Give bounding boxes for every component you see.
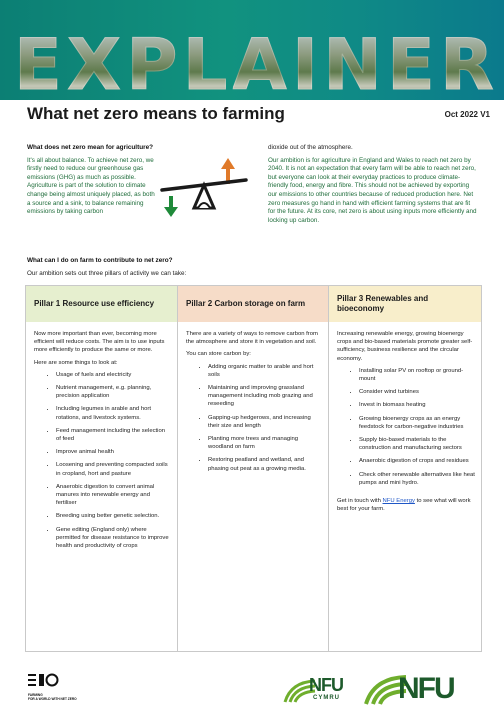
list-item: • Supply bio-based materials to the construction and manufacturing sectors — [359, 436, 475, 452]
banner-letter: E — [386, 24, 435, 100]
banner-letter: I — [291, 24, 318, 100]
banner-letter: A — [232, 24, 287, 100]
pillar-1-lead: Here are some things to look at: — [34, 359, 118, 366]
intro-right — [268, 144, 478, 225]
nfu-cymru-logo — [283, 672, 357, 708]
list-item: • Maintaining and improving grassland management including mob grazing and reseeding — [208, 384, 322, 409]
list-item: • Check other renewable alternatives like heat pumps and mini hydro. — [359, 471, 475, 487]
intro-left — [27, 144, 157, 217]
list-item: • Usage of fuels and electricity — [56, 371, 171, 379]
list-item: • Anaerobic digestion to convert animal manures into renewable energy and fertiliser — [56, 483, 171, 508]
banner-letter: P — [126, 24, 178, 100]
pillar-1-body — [26, 322, 177, 550]
list-item: • Consider wind turbines — [359, 388, 475, 396]
banner-letter: E — [14, 24, 62, 100]
list-item: • Adding organic matter to arable and hort soils — [208, 363, 322, 379]
pillar-3-column — [329, 286, 481, 651]
pillar-2-lead: You can store carbon by: — [186, 351, 251, 358]
contribute-section — [27, 257, 477, 278]
list-item: • Gapping-up hedgerows, and increasing their size and length — [208, 414, 322, 430]
page-title: What net zero means to farming — [27, 104, 285, 123]
list-item: • Anaerobic digestion of crops and residues — [359, 457, 475, 465]
seesaw-icon — [162, 180, 246, 208]
list-item: • Growing bioenergy crops as an energy feedstock for carbon-negative industries — [359, 415, 475, 431]
list-item: • Loosening and preventing compacted soils in cropland, hort and pasture — [56, 461, 171, 477]
intro-continuation: dioxide out of the atmosphere. — [268, 144, 353, 151]
list-item: • Planting more trees and managing woodland on farm — [208, 435, 322, 451]
logo-line: FOR A WORLD WITH NET ZERO — [28, 697, 77, 701]
pillar-3-list — [337, 367, 475, 487]
pillar-2-intro: There are a variety of ways to remove carbon from the atmosphere and store it in vegetation and soil. — [186, 331, 318, 346]
outro-text-before: Get in touch with — [337, 498, 383, 505]
banner-letter: L — [182, 24, 228, 100]
version-date: Oct 2022 V1 — [444, 110, 490, 119]
net-zero-caption — [28, 693, 88, 701]
ambition-paragraph: Our ambition is for agriculture in England and Wales to reach net zero by 2040. It is not an expectation that every farm will be able to reach net zero, but everyone can look at their everyday practices to produce climate-friendly food, energy and fibre. This should not be achieved by exporting our emissions to other countries because of reduced production here. Net zero measures go hand in hand with efficient farming systems that are fit for the future. At its core, net zero is about using inputs more efficiently and locking up carbon. — [268, 156, 477, 224]
list-item: • Improve animal health — [56, 448, 171, 456]
banner-letter: N — [323, 24, 382, 100]
down-arrow-icon — [164, 196, 178, 217]
net-zero-logo — [28, 673, 88, 705]
pillar-1-intro: Now more important than ever, becoming more efficient will reduce costs. The aim is to use inputs more efficiently to produce the same or more. — [34, 331, 165, 354]
intro-heading: What does net zero mean for agriculture? — [27, 144, 154, 151]
list-item: • Gene editing (England only) where permitted for disease resistance to improve health and productivity of crops — [56, 526, 171, 551]
nfu-logo — [364, 672, 474, 708]
pillar-2-list — [186, 363, 322, 473]
net-zero-mark-icon — [28, 673, 68, 687]
outro-text-after: to see what will work best for your farm. — [337, 498, 471, 513]
contribute-heading: What can I do on farm to contribute to net zero? — [27, 257, 173, 264]
pillar-2-title: Pillar 2 Carbon storage on farm — [178, 286, 328, 322]
pillar-2-column — [178, 286, 329, 651]
nfu-energy-link[interactable]: NFU Energy — [382, 498, 415, 505]
logo-line: FARMING — [28, 693, 43, 697]
pillar-1-column — [26, 286, 178, 651]
banner-letter: X — [67, 24, 122, 100]
list-item: • Invest in biomass heating — [359, 401, 475, 409]
banner-letter: R — [440, 24, 494, 100]
list-item: • Breeding using better genetic selection. — [56, 512, 171, 520]
banner-wordmark — [14, 4, 494, 100]
list-item: • Feed management including the selection of feed — [56, 427, 171, 443]
list-item: • Nutrient management, e.g. planning, precision application — [56, 384, 171, 400]
list-item: • Restoring peatland and wetland, and phasing out peat as a growing media. — [208, 456, 322, 472]
pillars-table — [25, 285, 482, 652]
pillar-1-title: Pillar 1 Resource use efficiency — [26, 286, 177, 322]
nfu-cymru-wordmark: NFU — [309, 675, 343, 695]
nfu-wordmark: NFU — [398, 672, 454, 705]
list-item: • Installing solar PV on rooftop or ground-mount — [359, 367, 475, 383]
explainer-banner — [0, 0, 504, 100]
list-item: • Including legumes in arable and hort rotations, and livestock systems. — [56, 405, 171, 421]
cymru-wordmark: CYMRU — [313, 695, 340, 701]
pillar-3-title: Pillar 3 Renewables and bioeconomy — [329, 286, 481, 322]
pillar-3-intro: Increasing renewable energy, growing bioenergy crops and bio-based materials promote greater self-sufficiency, business resilience and the circular economy. — [337, 331, 473, 362]
pillar-3-outro — [337, 497, 475, 513]
pillar-2-body — [178, 322, 328, 473]
pillar-3-body — [329, 322, 481, 513]
pillar-1-list — [34, 371, 171, 550]
intro-paragraph: It's all about balance. To achieve net zero, we firstly need to reduce our greenhouse gas emissions (GHG) as much as possible. Agriculture is part of the solution to climate change being almost uniquely placed, as both a source and a sink, to balance remaining emissions by taking carbon — [27, 156, 155, 216]
seesaw-illustration — [158, 152, 254, 232]
contribute-subtext: Our ambition sets out three pillars of activity we can take: — [27, 269, 187, 277]
